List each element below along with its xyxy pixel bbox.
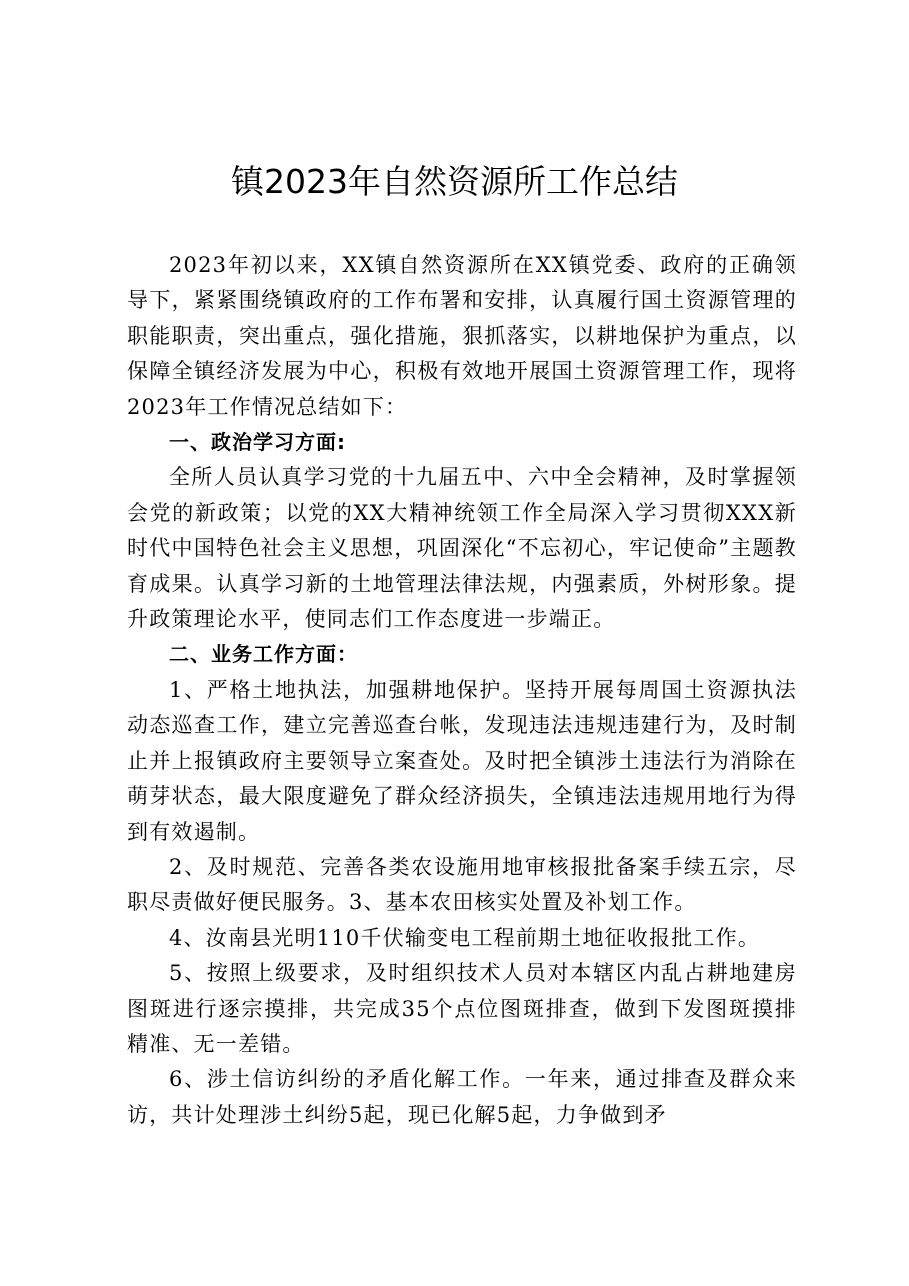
section-2-item-4: 5、按照上级要求，及时组织技术人员对本辖区内乱占耕地建房图斑进行逐宗摸排，共完成35个点位图斑排查，做到下发图斑摸排精准、无一差错。 — [127, 961, 797, 1056]
section-1-paragraph: 全所人员认真学习党的十九届五中、六中全会精神，及时掌握领会党的新政策；以党的XX大精神统领工作全局深入学习贯彻XXX新时代中国特色社会主义思想，巩固深化“不忘初心，牢记使命”主题教育成果。认真学习新的土地管理法律法规，内强素质，外树形象。提升政策理论水平，使同志们工作态度进一步端正。 — [127, 465, 797, 632]
document-body — [127, 248, 797, 1133]
document-title: 镇2023年自然资源所工作总结 — [231, 162, 678, 201]
section-1-heading: 一、政治学习方面: — [169, 430, 346, 455]
section-2-item-1: 1、严格土地执法，加强耕地保护。坚持开展每周国土资源执法动态巡查工作，建立完善巡查台帐，发现违法违规违建行为，及时制止并上报镇政府主要领导立案查处。及时把全镇涉土违法行为消除在萌芽状态，最大限度避免了群众经济损失，全镇违法违规用地行为得到有效遏制。 — [127, 677, 797, 844]
section-2-item-2: 2、及时规范、完善各类农设施用地审核报批备案手续五宗，尽职尽责做好便民服务。3、基本农田核实处置及补划工作。 — [127, 854, 797, 915]
section-2-heading: 二、业务工作方面： — [169, 642, 358, 667]
intro-paragraph: 2023年初以来，XX镇自然资源所在XX镇党委、政府的正确领导下，紧紧围绕镇政府的工作布署和安排，认真履行国土资源管理的职能职责，突出重点，强化措施，狠抓落实，以耕地保护为重点，以保障全镇经济发展为中心，积极有效地开展国土资源管理工作，现将2023年工作情况总结如下： — [127, 253, 797, 419]
section-2-item-3: 4、汝南县光明110千伏输变电工程前期土地征收报批工作。 — [169, 925, 761, 950]
section-2-item-5: 6、涉土信访纠纷的矛盾化解工作。一年来，通过排查及群众来访，共计处理涉土纠纷5起，现已化解5起，力争做到矛 — [127, 1067, 797, 1127]
